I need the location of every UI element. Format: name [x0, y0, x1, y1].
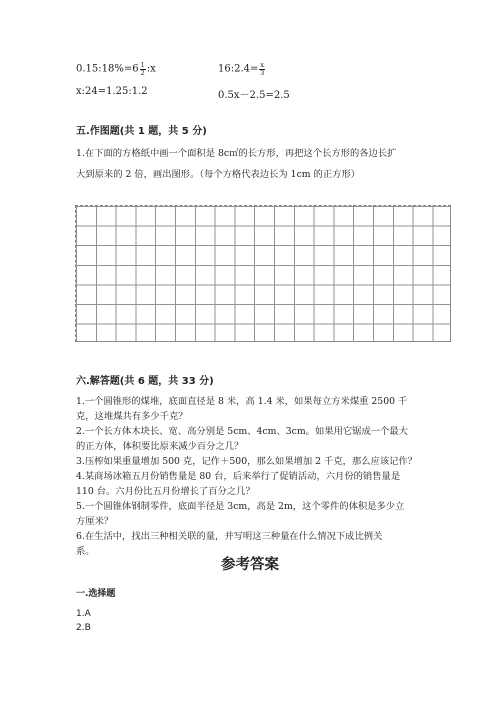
equation-1-fraction	[140, 62, 146, 76]
equation-1-tail: :x	[146, 63, 156, 75]
question-line: 3.压榨如果重量增加 500 克，记作＋500，那么如果增加 2 千克，那么应该记作？	[76, 456, 418, 467]
fraction-numerator: 1	[140, 61, 145, 69]
question-line: 110 台。六月份比五月份增长了百分之几？	[76, 486, 255, 497]
fraction-denominator: 2	[140, 68, 145, 77]
equation-1	[76, 62, 156, 76]
section-6-title: 六.解答题(共 6 题，共 33 分)	[76, 376, 214, 387]
question-line: 1.在下面的方格纸中画一个面积是 8c㎡的长方形，再把这个长方形的各边长扩	[76, 148, 397, 159]
question-line: 6.在生活中，找出三种相关联的量，并写明这三种量在什么情况下成比例关	[76, 531, 383, 542]
question-line: 1.一个圆锥形的煤堆，底面直径是 8 米，高 1.4 米，如果每立方米煤重 2500 千	[76, 396, 408, 407]
question-line: 大到原来的 2 倍，画出图形。（每个方格代表边长为 1cm 的正方形）	[76, 169, 361, 180]
question-line: 克，这堆煤共有多少千克？	[76, 411, 188, 422]
question-line: 5.一个圆锥体钢制零件，底面半径是 3cm，高是 2m，这个零件的体积是多少立	[76, 501, 405, 512]
answers-section-1-title: 一.选择题	[76, 589, 116, 599]
equation-3: x:24=1.25:1.2	[76, 86, 148, 97]
section-5-question	[76, 146, 396, 182]
equation-1-text: 0.15:18%=6	[76, 63, 139, 75]
equation-2-text: 16:2.4=	[218, 63, 259, 75]
answers-title: 参考答案	[221, 557, 279, 573]
question-line: 4.某商场冰箱五月份销售量是 80 台，后来举行了促销活动，六月份的销售量是	[76, 471, 401, 482]
equation-2-fraction	[259, 62, 265, 76]
equation-4: 0.5x－2.5=2.5	[218, 90, 290, 101]
fraction-numerator: x	[260, 61, 265, 69]
section-5-title: 五.作图题(共 1 题，共 5 分)	[76, 126, 207, 137]
question-line: 2.一个长方体木块长、宽、高分别是 5cm、4cm、3cm。如果用它锯成一个最大	[76, 426, 408, 437]
question-line: 的正方体，体积要比原来减少百分之几？	[76, 441, 244, 452]
fraction-denominator: 3	[260, 68, 265, 77]
section-6-questions	[76, 394, 417, 559]
question-line: 系。	[76, 546, 95, 557]
grid-paper	[75, 205, 451, 342]
equation-2	[218, 62, 266, 76]
question-line: 方厘米？	[76, 516, 114, 527]
answer-item: 1.A	[76, 609, 91, 619]
answer-item: 2.B	[76, 623, 91, 633]
